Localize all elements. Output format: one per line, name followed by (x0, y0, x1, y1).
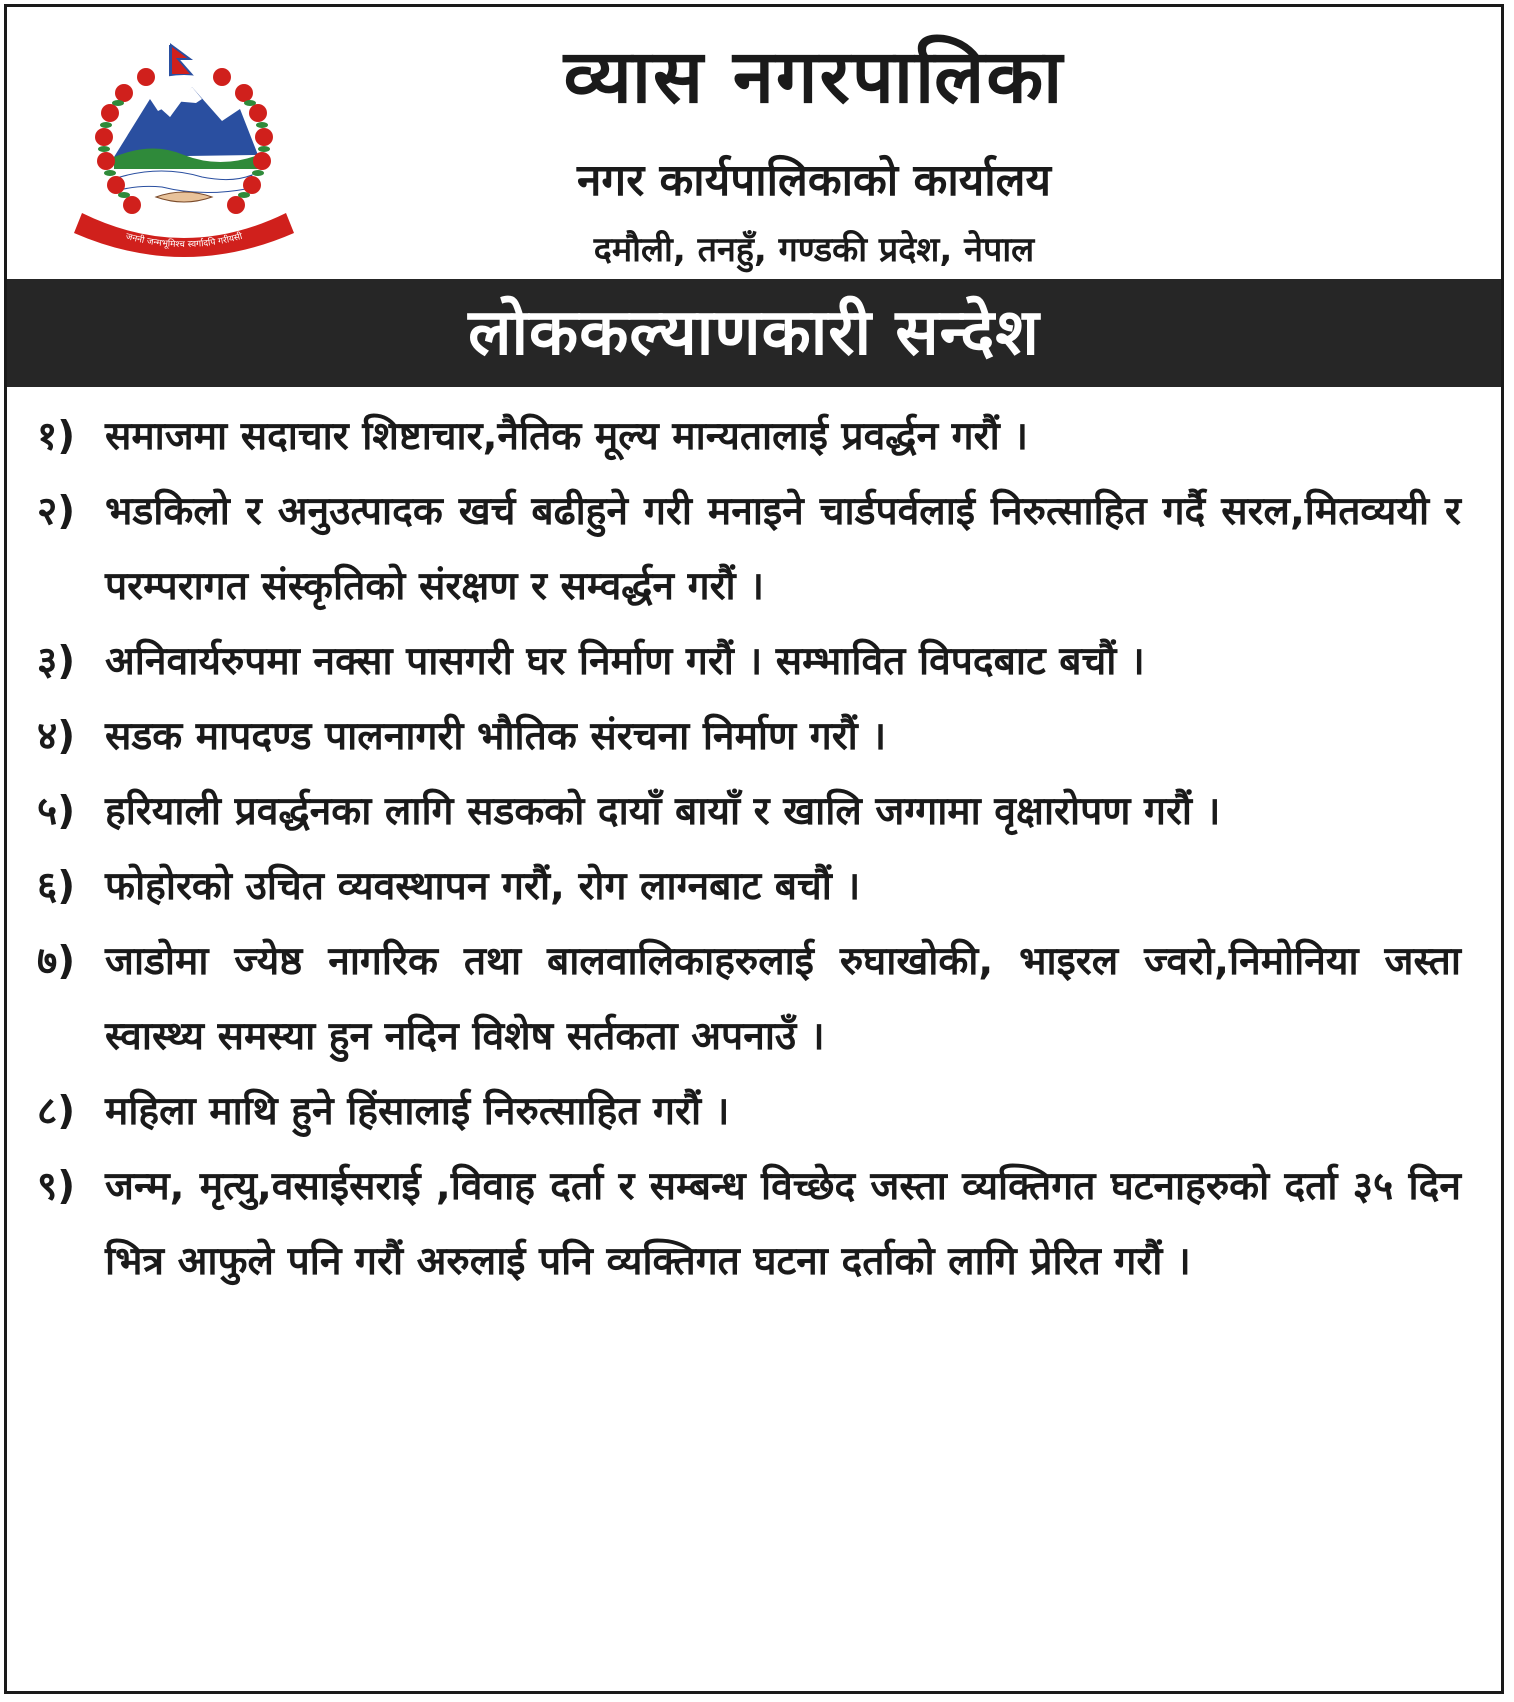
list-item-number: १) (37, 414, 76, 459)
list-item-number: ६) (37, 864, 76, 909)
list-item (37, 849, 1471, 924)
list-item (37, 1149, 1471, 1299)
notice-frame (4, 4, 1504, 1694)
list-item-text: महिला माथि हुने हिंसालाई निरुत्साहित गरौं । (105, 1089, 730, 1134)
list-item-text: जाडोमा ज्येष्ठ नागरिक तथा बालवालिकाहरुलाई रुघाखोकी, भाइरल ज्वरो,निमोनिया जस्ता स्वास्थ्य समस्या हुन नदिन विशेष सर्तकता अपनाउँ । (105, 939, 1461, 1059)
list-item-number: ४) (37, 714, 76, 759)
list-item-text: समाजमा सदाचार शिष्टाचार,नैतिक मूल्य मान्यतालाई प्रवर्द्धन गरौं । (105, 414, 1029, 459)
banner-heading: लोककल्याणकारी सन्देश (7, 279, 1501, 387)
list-item-text: फोहोरको उचित व्यवस्थापन गरौं, रोग लाग्नबाट बचौं । (105, 864, 861, 909)
list-item-number: ८) (37, 1089, 76, 1134)
list-item-text: भडकिलो र अनुउत्पादक खर्च बढीहुने गरी मनाइने चार्डपर्वलाई निरुत्साहित गर्दै सरल,मितव्ययी र परम्परागत संस्कृतिको संरक्षण र सम्वर्द्धन गरौं । (105, 489, 1461, 609)
list-item (37, 1074, 1471, 1149)
list-item-text: सडक मापदण्ड पालनागरी भौतिक संरचना निर्माण गरौं । (105, 714, 887, 759)
list-item (37, 474, 1471, 624)
list-item-number: २) (37, 489, 76, 534)
list-item-text: हरियाली प्रवर्द्धनका लागि सडकको दायाँ बायाँ र खालि जग्गामा वृक्षारोपण गरौं । (105, 789, 1221, 834)
notice-list (7, 399, 1501, 1299)
list-item (37, 924, 1471, 1074)
list-item-number: ५) (37, 789, 76, 834)
list-item-text: अनिवार्यरुपमा नक्सा पासगरी घर निर्माण गरौं । सम्भावित विपदबाट बचौं । (105, 639, 1145, 684)
office-address: दमौली, तनहुँ, गण्डकी प्रदेश, नेपाल (593, 230, 1035, 270)
header (7, 7, 1501, 279)
list-item (37, 399, 1471, 474)
list-item (37, 699, 1471, 774)
page-title: व्यास नगरपालिका (563, 34, 1065, 120)
office-name: नगर कार्यपालिकाको कार्यालय (577, 155, 1051, 206)
list-item-number: ७) (37, 939, 76, 984)
emblem-motto: जननी जन्मभूमिश्च स्वर्गादपि गरीयसी (124, 231, 244, 251)
list-item-number: ९) (37, 1164, 76, 1209)
list-item (37, 774, 1471, 849)
list-item-number: ३) (37, 639, 76, 684)
list-item (37, 624, 1471, 699)
list-item-text: जन्म, मृत्यु,वसाईसराई ,विवाह दर्ता र सम्बन्ध विच्छेद जस्ता व्यक्तिगत घटनाहरुको दर्ता ३५ दिन भित्र आफुले पनि गरौं अरुलाई पनि व्यक्तिगत घटना दर्ताको लागि प्रेरित गरौं । (105, 1164, 1461, 1284)
